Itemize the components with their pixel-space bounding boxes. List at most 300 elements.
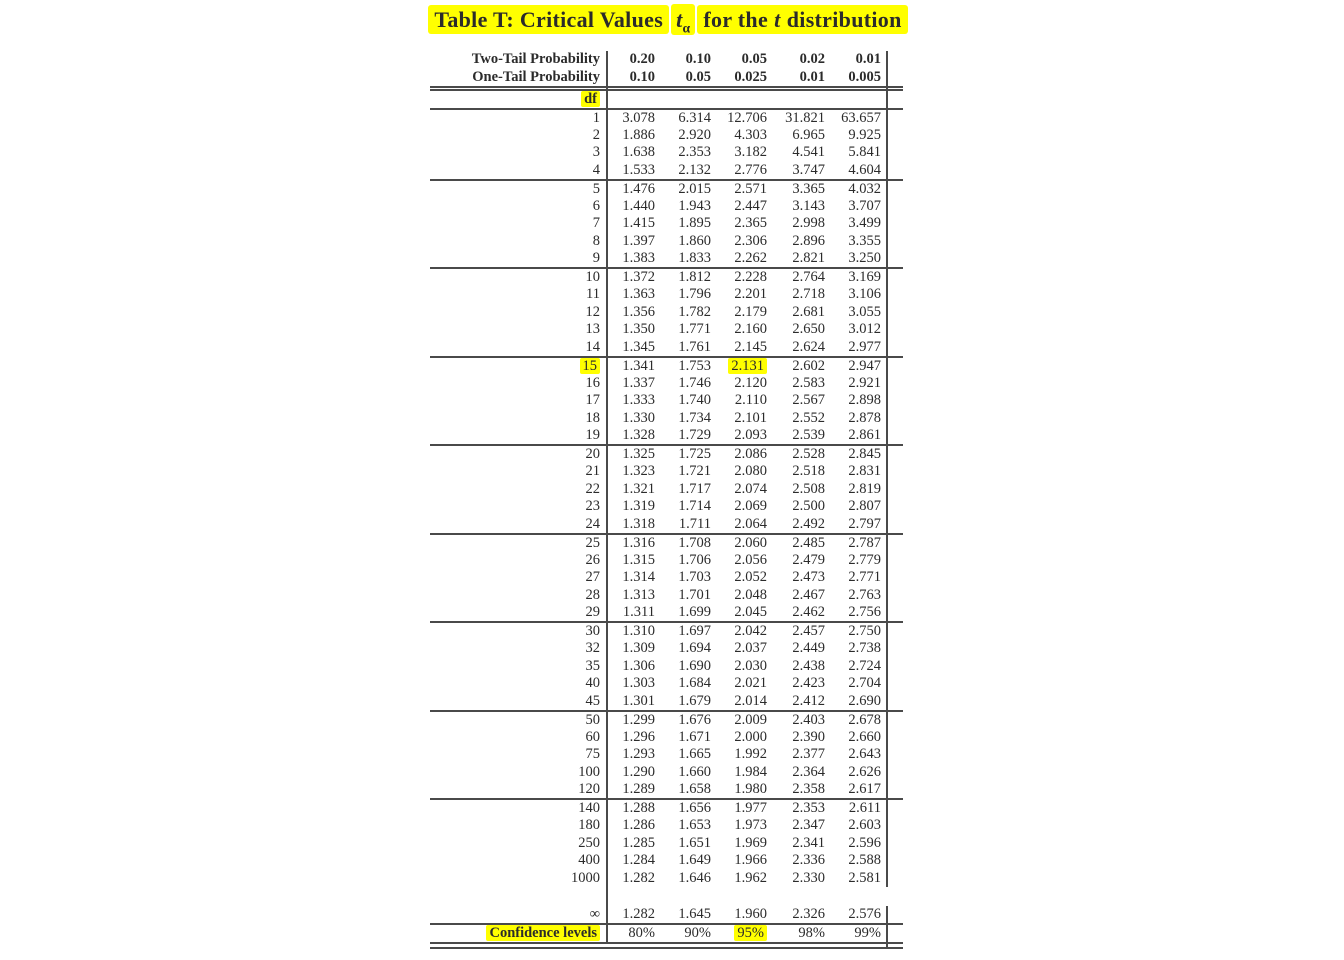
t-value: 1.285	[622, 834, 655, 851]
t-value-cell	[772, 357, 830, 375]
t-value: 1.812	[678, 269, 711, 285]
table-right-border	[887, 764, 903, 782]
t-value-cell	[772, 286, 830, 304]
empty-cell	[716, 887, 772, 906]
t-value-cell	[716, 427, 772, 445]
t-value: 1.796	[678, 286, 711, 303]
t-value: 2.581	[848, 869, 881, 886]
t-value-cell	[716, 640, 772, 658]
empty-cell	[830, 90, 887, 109]
t-value: 3.106	[848, 286, 881, 303]
t-value: 2.052	[734, 569, 767, 586]
t-value-cell	[830, 781, 887, 799]
t-value-cell	[607, 693, 660, 711]
table-row	[430, 375, 903, 393]
df-cell	[430, 906, 607, 924]
t-value-cell	[607, 410, 660, 428]
t-value-cell	[716, 410, 772, 428]
df-value: 2	[592, 126, 600, 143]
df-value: 10	[585, 269, 600, 285]
df-value: 21	[585, 463, 600, 480]
t-value: 1.960	[734, 906, 767, 922]
t-value: 2.756	[848, 604, 881, 620]
t-value-cell	[772, 729, 830, 747]
t-value: 1.330	[622, 409, 655, 426]
df-cell	[430, 198, 607, 216]
t-value: 2.750	[848, 623, 881, 639]
t-value: 1.721	[678, 463, 711, 480]
t-value: 2.042	[734, 623, 767, 639]
t-value: 1.372	[622, 269, 655, 285]
t-value-cell	[830, 268, 887, 286]
t-value-cell	[830, 498, 887, 516]
t-value: 2.779	[848, 551, 881, 568]
df-cell	[430, 729, 607, 747]
t-value-cell	[716, 198, 772, 216]
t-value: 1.325	[622, 446, 655, 462]
table-right-border	[887, 711, 903, 729]
df-cell	[430, 587, 607, 605]
t-value-cell	[716, 321, 772, 339]
table-right-border	[887, 392, 903, 410]
table-right-border	[887, 658, 903, 676]
t-value-cell	[716, 233, 772, 251]
t-value: 2.819	[848, 480, 881, 497]
df-cell	[430, 604, 607, 622]
df-cell	[430, 658, 607, 676]
df-value: 23	[585, 498, 600, 515]
table-row	[430, 604, 903, 622]
t-value-cell	[772, 852, 830, 870]
empty-cell	[887, 887, 903, 906]
t-value-cell	[830, 658, 887, 676]
t-value: 1.533	[622, 161, 655, 178]
t-value: 2.056	[734, 551, 767, 568]
t-value: 1.350	[622, 321, 655, 338]
table-row	[430, 162, 903, 180]
t-value-cell	[607, 392, 660, 410]
t-value-cell	[660, 215, 716, 233]
df-cell	[430, 109, 607, 127]
table-row	[430, 445, 903, 463]
table-right-border	[887, 109, 903, 127]
df-header-row	[430, 90, 903, 109]
t-value-cell	[607, 357, 660, 375]
t-value: 1.671	[678, 728, 711, 745]
t-value: 1.282	[622, 906, 655, 922]
df-value: 14	[585, 338, 600, 355]
t-value: 2.347	[792, 817, 825, 834]
t-value: 2.518	[792, 463, 825, 480]
page-title	[0, 7, 1336, 36]
t-value: 3.182	[734, 144, 767, 161]
t-value-cell	[660, 658, 716, 676]
t-value: 3.078	[622, 109, 655, 126]
t-value: 1.833	[678, 250, 711, 266]
t-value: 2.045	[734, 604, 767, 620]
t-value: 1.476	[622, 180, 655, 197]
t-value-cell	[660, 268, 716, 286]
t-value: 2.014	[734, 692, 767, 709]
table-row	[430, 693, 903, 711]
t-value-cell	[660, 746, 716, 764]
t-value: 2.364	[792, 763, 825, 780]
t-value-cell	[716, 445, 772, 463]
t-value: 2.776	[734, 161, 767, 178]
t-value: 1.440	[622, 197, 655, 214]
t-value-cell	[772, 711, 830, 729]
one-tail-header-row	[430, 69, 903, 87]
df-cell	[430, 764, 607, 782]
t-value-cell	[716, 250, 772, 268]
table-row	[430, 569, 903, 587]
t-value: 3.707	[848, 197, 881, 214]
t-value-cell	[830, 675, 887, 693]
title-highlight-t-alpha	[671, 4, 695, 35]
t-value: 2.596	[848, 834, 881, 851]
t-value-cell	[660, 587, 716, 605]
table-row	[430, 304, 903, 322]
t-value: 2.602	[792, 357, 825, 374]
t-value: 2.845	[848, 446, 881, 462]
t-value: 1.886	[622, 126, 655, 143]
t-value: 1.316	[622, 534, 655, 551]
t-value-cell	[660, 463, 716, 481]
df-value: 6	[592, 197, 600, 214]
table-row	[430, 781, 903, 799]
df-cell	[430, 463, 607, 481]
t-value: 1.649	[678, 852, 711, 869]
t-value-cell	[660, 835, 716, 853]
t-value: 1.303	[622, 675, 655, 692]
df-cell	[430, 746, 607, 764]
t-value-cell	[716, 481, 772, 499]
t-value-cell	[772, 233, 830, 251]
t-value: 2.947	[848, 357, 881, 374]
confidence-value: 95%	[734, 925, 767, 941]
table-row	[430, 534, 903, 552]
table-row	[430, 498, 903, 516]
one-tail-value: 0.005	[830, 69, 887, 87]
t-value: 1.313	[622, 586, 655, 603]
t-value: 3.169	[848, 269, 881, 285]
t-value: 2.896	[792, 232, 825, 249]
t-value: 1.734	[678, 409, 711, 426]
table-right-border	[887, 180, 903, 198]
t-value: 2.764	[792, 269, 825, 285]
t-value-cell	[716, 552, 772, 570]
t-value: 1.309	[622, 640, 655, 657]
table-row	[430, 198, 903, 216]
t-value: 4.303	[734, 126, 767, 143]
df-cell	[430, 304, 607, 322]
df-value: 22	[585, 480, 600, 497]
df-value: 45	[585, 692, 600, 709]
t-value: 2.771	[848, 569, 881, 586]
df-value: 250	[578, 834, 600, 851]
t-value: 2.473	[792, 569, 825, 586]
t-value-cell	[772, 658, 830, 676]
t-value: 1.895	[678, 215, 711, 232]
t-value-cell	[607, 746, 660, 764]
df-cell	[430, 640, 607, 658]
df-value: 75	[585, 746, 600, 763]
t-value: 2.738	[848, 640, 881, 657]
t-value: 1.397	[622, 232, 655, 249]
t-value: 2.861	[848, 427, 881, 443]
t-value: 2.467	[792, 586, 825, 603]
t-value-cell	[607, 144, 660, 162]
t-value-cell	[772, 906, 830, 924]
table-right-border	[887, 339, 903, 357]
table-row	[430, 764, 903, 782]
t-value-cell	[830, 339, 887, 357]
t-value-cell	[660, 640, 716, 658]
t-value: 2.479	[792, 551, 825, 568]
t-value-cell	[607, 321, 660, 339]
t-value-cell	[772, 835, 830, 853]
title-text-3: distribution	[786, 7, 902, 32]
t-value: 1.282	[622, 869, 655, 886]
t-table-container	[430, 51, 903, 949]
t-value-cell	[660, 180, 716, 198]
table-right-border	[887, 746, 903, 764]
df-value: 5	[592, 180, 600, 197]
table-right-border	[887, 268, 903, 286]
t-value-cell	[716, 729, 772, 747]
confidence-cell	[607, 924, 660, 943]
t-value: 1.645	[678, 906, 711, 922]
confidence-row	[430, 924, 903, 943]
t-value-cell	[716, 516, 772, 534]
one-tail-value: 0.01	[772, 69, 830, 87]
confidence-label-cell	[430, 924, 607, 943]
t-value-cell	[772, 427, 830, 445]
t-value: 6.314	[678, 109, 711, 126]
table-right-border	[887, 781, 903, 799]
df-value: 8	[592, 232, 600, 249]
t-value-cell	[716, 693, 772, 711]
t-value: 2.508	[792, 480, 825, 497]
table-right-border	[887, 304, 903, 322]
two-tail-value: 0.02	[799, 51, 825, 68]
t-value: 2.060	[734, 534, 767, 551]
t-value-cell	[716, 215, 772, 233]
t-value: 2.306	[734, 232, 767, 249]
table-row	[430, 357, 903, 375]
t-value-cell	[772, 463, 830, 481]
t-value: 4.541	[792, 144, 825, 161]
t-value-cell	[716, 268, 772, 286]
t-value-cell	[716, 870, 772, 888]
df-value: 60	[585, 728, 600, 745]
two-tail-value: 0.05	[741, 51, 767, 68]
table-right-border	[887, 198, 903, 216]
t-value-cell	[830, 746, 887, 764]
df-value: 29	[585, 604, 600, 620]
t-value: 2.797	[848, 515, 881, 532]
t-value-cell	[830, 852, 887, 870]
t-value-cell	[660, 392, 716, 410]
t-value: 2.080	[734, 463, 767, 480]
t-value-cell	[607, 729, 660, 747]
t-value-cell	[660, 693, 716, 711]
t-value: 2.145	[734, 338, 767, 355]
df-cell	[430, 392, 607, 410]
table-row	[430, 180, 903, 198]
table-right-border	[887, 481, 903, 499]
t-value-cell	[830, 569, 887, 587]
t-value-cell	[660, 445, 716, 463]
t-value: 1.290	[622, 763, 655, 780]
t-value: 1.679	[678, 692, 711, 709]
confidence-value: 98%	[798, 925, 825, 941]
t-value: 1.782	[678, 303, 711, 320]
df-cell	[430, 852, 607, 870]
df-value: 20	[585, 446, 600, 462]
t-value: 1.318	[622, 515, 655, 532]
t-value: 2.009	[734, 711, 767, 728]
t-value-cell	[772, 817, 830, 835]
t-value: 1.306	[622, 657, 655, 674]
t-value-cell	[607, 233, 660, 251]
t-value-cell	[660, 711, 716, 729]
t-value-cell	[830, 286, 887, 304]
empty-cell	[430, 887, 607, 906]
t-value-cell	[660, 109, 716, 127]
infinity-symbol: ∞	[589, 906, 600, 922]
one-tail-probability-label: One-Tail Probability	[430, 69, 607, 87]
confidence-cell	[830, 924, 887, 943]
table-right-border	[887, 250, 903, 268]
t-value: 1.984	[734, 763, 767, 780]
confidence-value: 99%	[854, 925, 881, 941]
t-value: 2.131	[728, 358, 767, 374]
two-tail-probability-label: Two-Tail Probability	[430, 51, 607, 69]
df-cell	[430, 445, 607, 463]
t-value-cell	[716, 906, 772, 924]
t-value-cell	[607, 516, 660, 534]
t-value-cell	[660, 357, 716, 375]
gap-row	[430, 887, 903, 906]
df-cell	[430, 375, 607, 393]
table-right-border	[887, 534, 903, 552]
t-value: 1.638	[622, 144, 655, 161]
t-value-cell	[607, 215, 660, 233]
t-value-cell	[772, 781, 830, 799]
t-value: 3.499	[848, 215, 881, 232]
t-value: 2.539	[792, 427, 825, 443]
table-row	[430, 321, 903, 339]
t-value-cell	[772, 144, 830, 162]
df-cell	[430, 693, 607, 711]
t-value: 2.341	[792, 834, 825, 851]
t-value-cell	[772, 675, 830, 693]
t-value: 1.761	[678, 338, 711, 355]
t-value: 2.074	[734, 480, 767, 497]
t-value-cell	[772, 693, 830, 711]
t-value: 3.055	[848, 303, 881, 320]
t-value: 2.228	[734, 269, 767, 285]
t-value-cell	[716, 604, 772, 622]
two-tail-value: 0.20	[629, 51, 655, 68]
t-value-cell	[716, 392, 772, 410]
t-value-cell	[716, 463, 772, 481]
t-value-cell	[607, 906, 660, 924]
table-row	[430, 835, 903, 853]
t-value-cell	[830, 109, 887, 127]
t-value-cell	[772, 799, 830, 817]
t-value: 4.032	[848, 180, 881, 197]
df-header-label: df	[581, 91, 600, 107]
table-right-border	[887, 817, 903, 835]
t-value-cell	[607, 658, 660, 676]
t-value: 2.528	[792, 446, 825, 462]
df-value: 18	[585, 409, 600, 426]
t-value-cell	[660, 233, 716, 251]
t-value: 2.403	[792, 711, 825, 728]
table-row	[430, 286, 903, 304]
t-value: 2.353	[678, 144, 711, 161]
t-value: 1.296	[622, 728, 655, 745]
t-value: 3.143	[792, 197, 825, 214]
t-value: 2.500	[792, 498, 825, 515]
t-value: 1.703	[678, 569, 711, 586]
df-value: 140	[578, 800, 600, 816]
table-right-border	[887, 587, 903, 605]
t-value-cell	[607, 375, 660, 393]
table-right-border	[887, 693, 903, 711]
df-header-cell	[430, 90, 607, 109]
t-value-cell	[660, 852, 716, 870]
table-row	[430, 463, 903, 481]
one-tail-value: 0.025	[716, 69, 772, 87]
table-row	[430, 339, 903, 357]
table-right-border	[887, 375, 903, 393]
t-value-cell	[716, 799, 772, 817]
table-right-border	[887, 604, 903, 622]
t-value-cell	[660, 764, 716, 782]
t-value: 2.626	[848, 763, 881, 780]
table-right-border	[887, 357, 903, 375]
table-right-border	[887, 870, 903, 888]
empty-cell	[716, 90, 772, 109]
t-value-cell	[716, 781, 772, 799]
t-value-cell	[830, 835, 887, 853]
df-value: 7	[592, 215, 600, 232]
t-value: 1.694	[678, 640, 711, 657]
t-value-cell	[772, 180, 830, 198]
t-value: 2.492	[792, 515, 825, 532]
t-value: 1.714	[678, 498, 711, 515]
t-value-cell	[716, 109, 772, 127]
table-right-border	[887, 729, 903, 747]
t-value-cell	[830, 392, 887, 410]
table-right-border	[887, 445, 903, 463]
t-value: 2.353	[792, 800, 825, 816]
t-value-cell	[716, 658, 772, 676]
t-value-cell	[772, 516, 830, 534]
table-right-border	[887, 943, 903, 948]
t-value-cell	[607, 304, 660, 322]
t-value-cell	[830, 711, 887, 729]
t-value: 1.684	[678, 675, 711, 692]
t-value-cell	[830, 604, 887, 622]
df-value: 17	[585, 392, 600, 409]
df-cell	[430, 569, 607, 587]
t-value: 1.286	[622, 817, 655, 834]
t-value-cell	[772, 250, 830, 268]
